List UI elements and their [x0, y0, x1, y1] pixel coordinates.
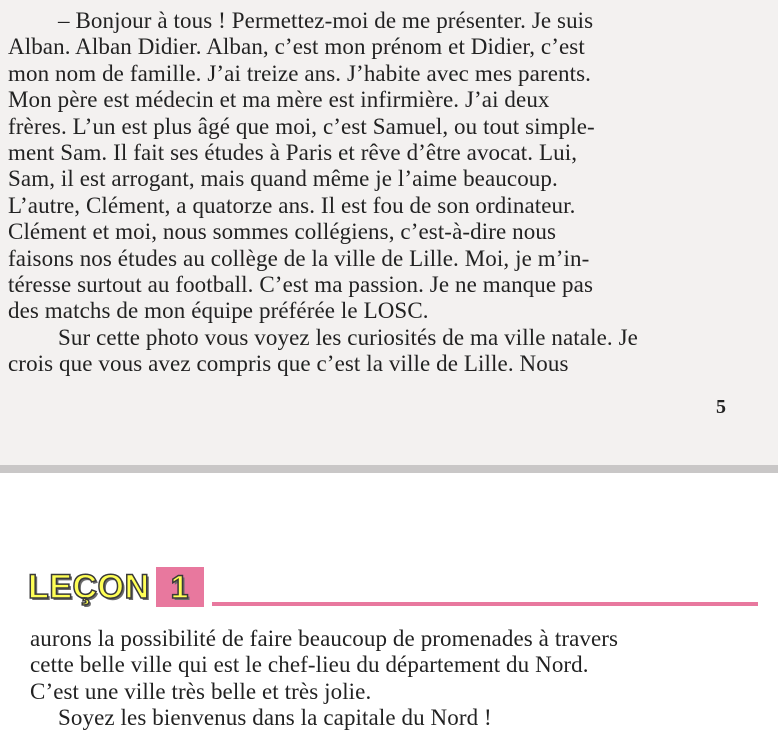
- text-line: ment Sam. Il fait ses études à Paris et rêve d’être avocat. Lui,: [8, 139, 578, 165]
- lesson-header-rule: [212, 602, 758, 606]
- text-line: des matchs de mon équipe préférée le LOSC.: [8, 298, 429, 324]
- text-line: Mon père est médecin et ma mère est infirmière. J’ai deux: [8, 87, 550, 113]
- text-line: faisons nos études au collège de la ville de Lille. Moi, je m’in-: [8, 245, 590, 271]
- text-line: téresse surtout au football. C’est ma passion. Je ne manque pas: [8, 271, 593, 297]
- text-line: crois que vous avez compris que c’est la ville de Lille. Nous: [8, 351, 569, 377]
- text-line: aurons la possibilité de faire beaucoup de promenades à travers: [30, 626, 619, 651]
- text-line: Clément et moi, nous sommes collégiens, c’est-à-dire nous: [8, 219, 556, 245]
- text-line: cette belle ville qui est le chef-lieu du département du Nord.: [30, 652, 589, 678]
- top-page-text: [8, 8, 738, 377]
- text-line: Sur cette photo vous voyez les curiosités de ma ville natale. Je: [58, 324, 638, 350]
- text-line: – Bonjour à tous ! Permettez-moi de me présenter. Je suis: [58, 8, 594, 33]
- lesson-title: LEÇON: [28, 568, 150, 606]
- lesson-header: [28, 567, 204, 607]
- text-line: C’est une ville très belle et très jolie.: [30, 678, 372, 704]
- page-number: 5: [716, 396, 726, 418]
- lesson-number-box: [156, 567, 204, 607]
- text-line: Soyez les bienvenus dans la capitale du Nord !: [58, 705, 492, 731]
- text-line: Alban. Alban Didier. Alban, c’est mon prénom et Didier, c’est: [8, 34, 585, 60]
- lesson-number: 1: [170, 568, 189, 605]
- text-line: L’autre, Clément, a quatorze ans. Il est fou de son ordinateur.: [8, 192, 576, 218]
- page-divider: [0, 465, 778, 473]
- text-line: mon nom de famille. J’ai treize ans. J’habite avec mes parents.: [8, 60, 592, 86]
- text-line: frères. L’un est plus âgé que moi, c’est Samuel, ou tout simple-: [8, 113, 595, 139]
- bottom-page-text: [30, 626, 770, 732]
- text-line: Sam, il est arrogant, mais quand même je l’aime beaucoup.: [8, 166, 558, 192]
